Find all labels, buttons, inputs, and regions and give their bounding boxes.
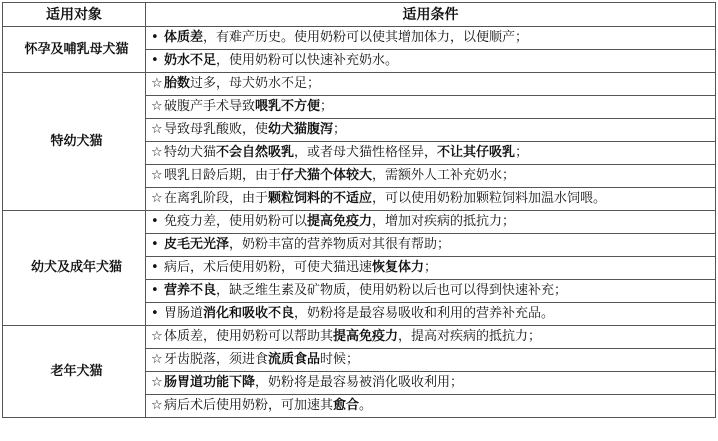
star-icon: ☆: [151, 398, 163, 413]
condition-text: ；: [333, 122, 347, 137]
condition-cell: [146, 303, 716, 326]
header-condition: 适用条件: [146, 3, 716, 27]
emphasis-text: 消化和吸收不良: [203, 306, 295, 321]
condition-cell: [146, 188, 716, 211]
emphasis-text: 仔犬猫个体较大: [281, 168, 373, 183]
condition-cell: [146, 96, 716, 119]
condition-text: ，可以使用奶粉加颗粒饲料加温水饲喂。: [372, 191, 607, 206]
emphasis-text: 肠胃道功能下降: [164, 375, 256, 390]
condition-cell: [146, 27, 716, 50]
condition-cell: [146, 257, 716, 280]
emphasis-text: 颗粒饲料的不适应: [268, 191, 373, 206]
table-row: [3, 73, 716, 96]
condition-text: ，或者母犬猫性格怪异，: [294, 145, 438, 160]
table-body: [3, 27, 716, 418]
star-icon: ☆: [151, 168, 163, 183]
condition-cell: [146, 280, 716, 303]
condition-cell: [146, 165, 716, 188]
table-row: [3, 27, 716, 50]
emphasis-text: 愈合: [333, 398, 360, 413]
emphasis-text: 胎数: [164, 76, 191, 91]
condition-cell: [146, 142, 716, 165]
condition-text: 在离乳阶段，由于: [164, 191, 269, 206]
condition-cell: [146, 395, 716, 418]
emphasis-text: 恢复体力: [372, 260, 425, 275]
star-icon: ☆: [151, 329, 163, 344]
condition-text: ，有难产历史。使用奶粉可以使其增加体力，以便顺产；: [203, 30, 529, 45]
star-icon: ☆: [151, 352, 163, 367]
group-name: 特幼犬猫: [3, 73, 146, 211]
star-icon: ☆: [151, 99, 163, 114]
emphasis-text: 不让其仔吸乳: [437, 145, 516, 160]
condition-text: 胃肠道: [164, 306, 204, 321]
star-icon: ☆: [151, 145, 163, 160]
condition-text: ，使用奶粉可以快速补充奶水。: [216, 53, 399, 68]
emphasis-text: 皮毛无光泽: [164, 237, 230, 252]
star-icon: ☆: [151, 191, 163, 206]
condition-text: 病后，术后使用奶粉，可使犬猫迅速: [164, 260, 373, 275]
condition-text: 时候；: [320, 352, 360, 367]
table-row: [3, 211, 716, 234]
condition-text: 特幼犬猫: [164, 145, 217, 160]
bullet-icon: •: [151, 237, 159, 252]
group-name: 幼犬及成年犬猫: [3, 211, 146, 326]
bullet-icon: •: [151, 306, 159, 321]
bullet-icon: •: [151, 214, 159, 229]
condition-text: ，提高对疾病的抵抗力；: [398, 329, 542, 344]
group-name: 老年犬猫: [3, 326, 146, 418]
condition-cell: [146, 349, 716, 372]
condition-cell: [146, 326, 716, 349]
condition-text: ，奶粉将是最容易被消化吸收利用；: [255, 375, 464, 390]
star-icon: ☆: [151, 122, 163, 137]
condition-text: 过多，母犬奶水不足；: [190, 76, 321, 91]
condition-text: ，奶粉将是最容易吸收和利用的营养补充品。: [294, 306, 555, 321]
header-target: 适用对象: [3, 3, 146, 27]
condition-text: 病后术后使用奶粉，可加速其: [164, 398, 334, 413]
emphasis-text: 提高免疫力: [333, 329, 399, 344]
condition-text: ，需额外人工补充奶水；: [372, 168, 516, 183]
emphasis-text: 流质食品: [268, 352, 321, 367]
condition-text: 体质差，使用奶粉可以帮助其: [164, 329, 334, 344]
emphasis-text: 幼犬猫腹泻: [268, 122, 334, 137]
bullet-icon: •: [151, 283, 159, 298]
condition-text: ，奶粉丰富的营养物质对其很有帮助；: [229, 237, 451, 252]
conditions-table: [2, 2, 716, 418]
condition-text: 牙齿脱落，须进食: [164, 352, 269, 367]
condition-text: 破腹产手术导致: [164, 99, 256, 114]
header-row: [3, 3, 716, 27]
group-name: 怀孕及哺乳母犬猫: [3, 27, 146, 73]
condition-cell: [146, 73, 716, 96]
condition-text: 。: [359, 398, 373, 413]
bullet-icon: •: [151, 53, 159, 68]
condition-cell: [146, 234, 716, 257]
condition-cell: [146, 119, 716, 142]
condition-text: ，缺乏维生素及矿物质，使用奶粉以后也可以得到快速补充；: [216, 283, 568, 298]
emphasis-text: 奶水不足: [164, 53, 217, 68]
table-row: [3, 326, 716, 349]
bullet-icon: •: [151, 260, 159, 275]
condition-cell: [146, 372, 716, 395]
emphasis-text: 不会自然吸乳: [216, 145, 295, 160]
condition-text: 导致母乳酸败，使: [164, 122, 269, 137]
condition-text: ；: [424, 260, 438, 275]
emphasis-text: 提高免疫力: [307, 214, 373, 229]
condition-cell: [146, 211, 716, 234]
condition-text: ，增加对疾病的抵抗力；: [372, 214, 516, 229]
star-icon: ☆: [151, 375, 163, 390]
emphasis-text: 喂乳不方便: [255, 99, 321, 114]
star-icon: ☆: [151, 76, 163, 91]
condition-text: ；: [320, 99, 334, 114]
condition-text: 喂乳日龄后期，由于: [164, 168, 282, 183]
condition-text: 免疫力差，使用奶粉可以: [164, 214, 308, 229]
emphasis-text: 体质差: [164, 30, 204, 45]
condition-text: ；: [515, 145, 529, 160]
condition-cell: [146, 50, 716, 73]
emphasis-text: 营养不良: [164, 283, 217, 298]
bullet-icon: •: [151, 30, 159, 45]
